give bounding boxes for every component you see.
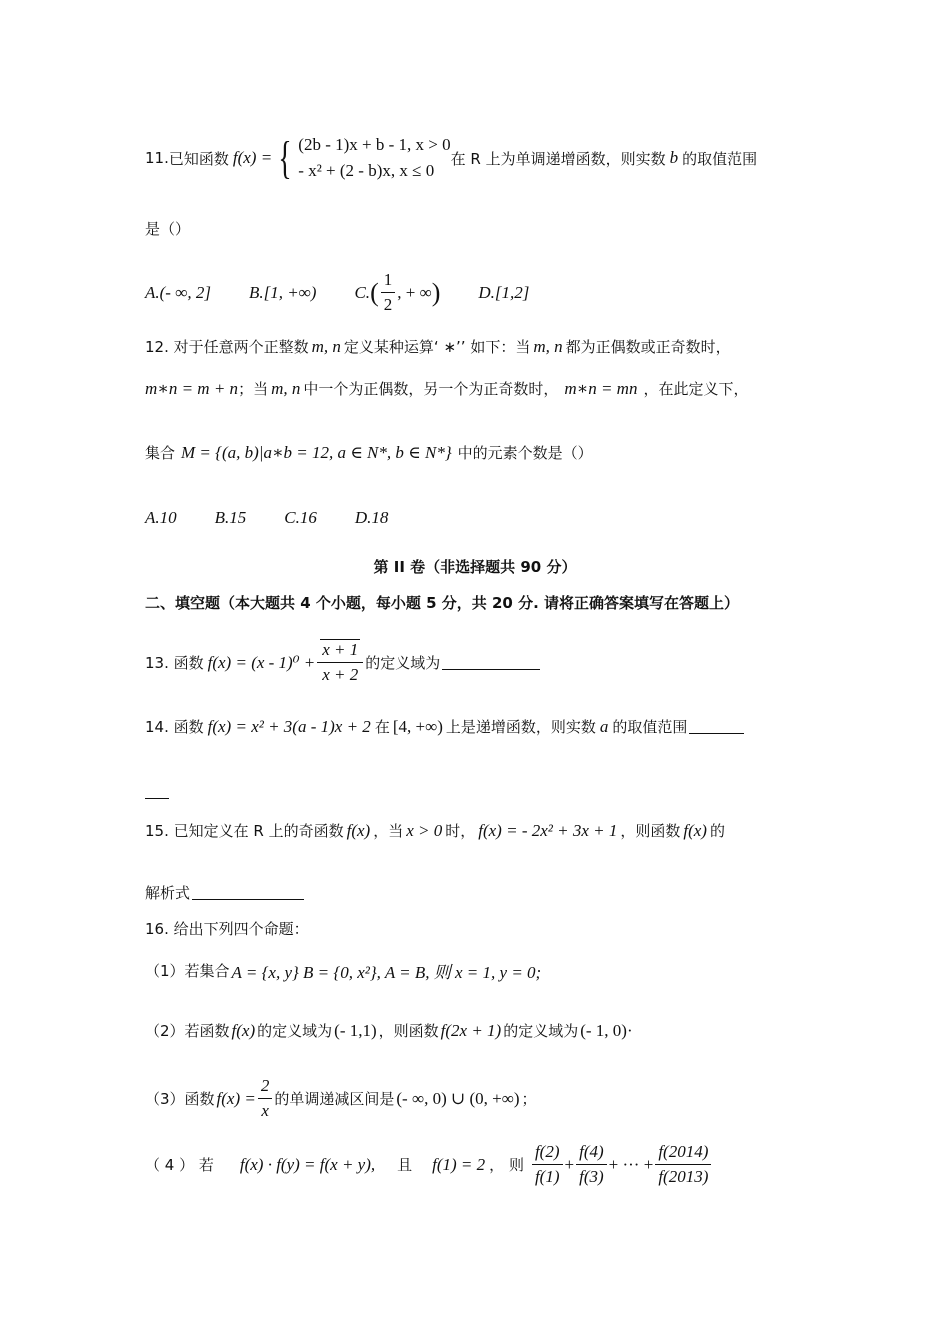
- q13-answer-blank[interactable]: [442, 655, 540, 670]
- q11-suffix1: 在 R 上为单调递增函数，则实数: [450, 149, 666, 168]
- q11-option-c-frac: [381, 268, 396, 317]
- q16-p2-domain: (- 1,1): [334, 1020, 377, 1040]
- q12-text-2f: ，在此定义下，: [643, 380, 749, 398]
- q11-option-c: C. ( $\frac{1}{2}$ , + ∞ ): [354, 268, 440, 317]
- q14-suffix1: 上是递增函数，则实数: [445, 718, 596, 736]
- q11-options: [145, 268, 567, 317]
- q16-prop-3: [145, 1074, 537, 1123]
- q16-p4-label: （ 4 ） 若: [145, 1156, 214, 1174]
- frac-den: f(3): [579, 1167, 604, 1186]
- q15-line2: [145, 882, 304, 903]
- question-15: [145, 820, 725, 841]
- frac-den: x: [261, 1101, 269, 1120]
- q11-option-d: D.[1,2]: [478, 282, 530, 302]
- q12-options: [145, 508, 426, 528]
- q12-line3: [145, 442, 593, 463]
- q11-option-b: B.[1, +∞): [248, 282, 317, 302]
- q11-piecewise: [298, 132, 450, 184]
- q16-p4-frac-3: [655, 1140, 711, 1189]
- q11-piece2: - x² + (2 - b)x, x ≤ 0: [298, 161, 435, 180]
- q16-p4-f1: f(1) = 2: [432, 1154, 486, 1174]
- q15-fx-2: f(x): [683, 820, 707, 840]
- section-2-title-text: 第 II 卷（非选择题共 90 分）: [373, 558, 577, 576]
- q16-title: 16. 给出下列四个命题：: [145, 920, 309, 938]
- question-11: [145, 132, 757, 184]
- q16-p3-interval: (- ∞, 0) ∪ (0, +∞): [396, 1088, 520, 1108]
- q16-p3-label: （3）函数: [145, 1090, 215, 1108]
- sqrt-num: x + 1: [322, 640, 359, 659]
- q12-mn-1: m, n: [311, 336, 341, 356]
- q13-expr: f(x) = (x - 1)⁰ +: [207, 652, 316, 672]
- q14-suffix2: 的取值范围: [612, 718, 688, 736]
- frac-num: 2: [258, 1074, 273, 1099]
- q16-p2-f2x: f(2x + 1): [440, 1020, 502, 1040]
- q16-p1-label: （1）若集合: [145, 962, 230, 980]
- q11-suffix2: 的取值范围: [682, 149, 758, 168]
- q15-prefix: 15. 已知定义在 R 上的奇函数: [145, 822, 344, 840]
- q16-p3-frac: [258, 1074, 273, 1123]
- q12-text-e: 都为正偶数或正奇数时，: [565, 338, 731, 356]
- q16-p4-text-e: ， 则: [489, 1156, 524, 1174]
- q15-answer-blank[interactable]: [192, 885, 304, 900]
- frac-num: f(4): [576, 1140, 607, 1165]
- q11-option-c-tail: , + ∞: [397, 282, 432, 302]
- q12-line2: [145, 378, 748, 399]
- q16-p1-expr: A = {x, y} B = {0, x²}, A = B, 则 x = 1, y = 0;: [231, 963, 542, 982]
- q14-blank-continued: [145, 784, 169, 799]
- q12-option-a: A.10: [145, 508, 177, 527]
- q12-text-3a: 集合: [145, 444, 176, 462]
- q16-p3-end: ；: [521, 1090, 537, 1108]
- frac-den: f(2013): [658, 1167, 709, 1186]
- q12-set-m: M = {(a, b)|a∗b = 12, a ∈ N*, b ∈ N*}: [181, 442, 452, 462]
- q11-line2-text: 是（）: [145, 220, 191, 238]
- q11-var: b: [669, 148, 679, 167]
- frac-den: 2: [383, 295, 393, 314]
- q16-p2-label: （2）若函数: [145, 1022, 230, 1040]
- q15-end: 的: [709, 822, 725, 840]
- q11-piece1: (2b - 1)x + b - 1, x > 0: [298, 135, 451, 154]
- q15-mid3: ，则函数: [620, 822, 681, 840]
- q12-option-b: B.15: [214, 508, 247, 527]
- q16-p4-dots: + ··· +: [608, 1154, 654, 1174]
- q15-mid2: 时，: [445, 822, 476, 840]
- brace-icon: {: [278, 132, 292, 183]
- q12-text-2b: ；当: [238, 380, 269, 398]
- q15-line2-text: 解析式: [145, 884, 191, 902]
- q16-p2-fx: f(x): [231, 1020, 256, 1040]
- q12-text-3c: 中的元素个数是（）: [457, 444, 593, 462]
- q12-text-c: 定义某种运算‘ ∗’’ 如下：当: [343, 338, 531, 356]
- q15-cond: x > 0: [406, 820, 443, 840]
- q11-number: 11.: [145, 149, 169, 167]
- q13-frac: [317, 638, 363, 687]
- section-2-heading: [145, 592, 739, 613]
- q12-option-d: D.18: [354, 508, 389, 527]
- question-13: [145, 638, 540, 687]
- q12-option-c: C.16: [284, 508, 317, 527]
- q15-fx: f(x): [346, 820, 371, 840]
- q16-prop-4: （ 4 ） 若 f(x) · f(y) = f(x + y), 且 f(1) = 2 ， 则 $\frac{f(2)}{f(1)}$ + $\frac{f(4)}{f(3)}$ + ··· + $\frac{f(2014)}{f(2013)}$: [145, 1140, 713, 1189]
- q13-suffix: 的定义域为: [365, 654, 441, 672]
- q14-interval: [4, +∞): [392, 716, 443, 736]
- q14-var: a: [599, 716, 609, 736]
- q12-mn-3: m, n: [271, 378, 301, 398]
- q11-prefix: 已知函数: [168, 149, 229, 168]
- q13-prefix: 13. 函数: [145, 654, 204, 672]
- q14-answer-blank-2[interactable]: [145, 784, 169, 799]
- section-2-title: [0, 556, 950, 577]
- q11-fx: f(x) =: [232, 148, 273, 167]
- question-16: [145, 918, 309, 939]
- frac-den: f(1): [534, 1167, 560, 1186]
- q14-prefix: 14. 函数: [145, 718, 204, 736]
- q12-rule-2: m∗n = mn: [564, 378, 638, 398]
- q16-p2-text-c: 的定义域为: [257, 1022, 333, 1040]
- frac-num: f(2014): [655, 1140, 711, 1165]
- q16-p4-eq: f(x) · f(y) = f(x + y),: [239, 1154, 376, 1174]
- q16-prop-2: [145, 1020, 635, 1041]
- q12-mn-2: m, n: [533, 336, 563, 356]
- q12-text-a: 12. 对于任意两个正整数: [145, 338, 309, 356]
- q12-rule-1: m∗n = m + n: [145, 378, 239, 398]
- q16-p2-text-g: 的定义域为: [503, 1022, 579, 1040]
- q16-p4-frac-1: [532, 1140, 563, 1189]
- q16-p3-fx: f(x) =: [216, 1088, 256, 1108]
- frac-num: f(2): [532, 1140, 563, 1165]
- frac-den: x + 2: [322, 665, 359, 684]
- q12-text-2d: 中一个为正偶数，另一个为正奇数时，: [303, 380, 559, 398]
- q16-p2-domain-2: (- 1, 0)·: [580, 1020, 633, 1040]
- q11-option-a: A.(- ∞, 2]: [145, 282, 211, 302]
- q16-prop-1: [145, 958, 541, 983]
- q16-p4-text-c: 且: [397, 1156, 413, 1174]
- q14-expr: f(x) = x² + 3(a - 1)x + 2: [207, 716, 371, 736]
- q16-p2-text-e: ，则函数: [378, 1022, 439, 1040]
- question-12: [145, 336, 731, 357]
- q14-mid: 在: [374, 718, 390, 736]
- q11-option-c-label: C.: [354, 282, 371, 302]
- q14-answer-blank[interactable]: [689, 719, 744, 734]
- q15-expr: f(x) = - 2x² + 3x + 1: [478, 820, 618, 840]
- q11-line2: [145, 218, 190, 239]
- q15-mid1: ，当: [373, 822, 404, 840]
- question-14: [145, 716, 744, 737]
- q16-p4-frac-2: [576, 1140, 607, 1189]
- section-2-heading-text: 二、填空题（本大题共 4 个小题，每小题 5 分，共 20 分. 请将正确答案填写在答题上）: [145, 594, 740, 612]
- frac-num: 1: [381, 268, 396, 293]
- q16-p3-text: 的单调递减区间是: [274, 1090, 395, 1108]
